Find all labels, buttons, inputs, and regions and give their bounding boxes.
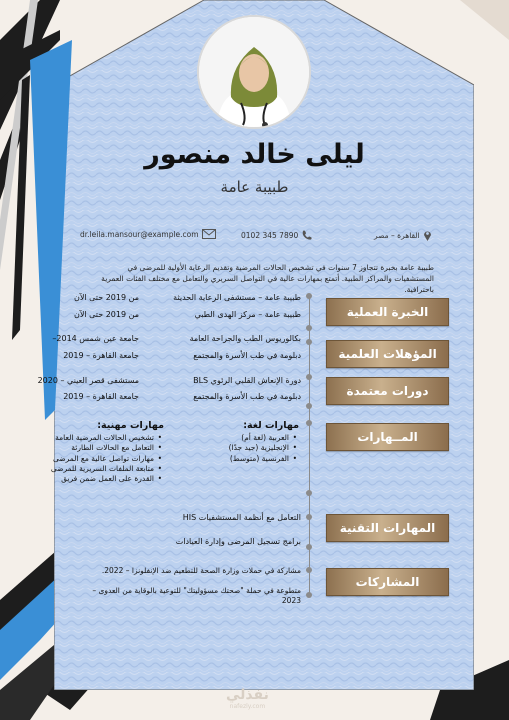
language-item: • الفرنسية (متوسط) bbox=[199, 454, 289, 464]
section-participation: المشاركات bbox=[326, 568, 449, 596]
language-item: • الإنجليزية (جيد جدًا) bbox=[199, 443, 289, 453]
phone-text[interactable]: 0102 345 7890 bbox=[241, 230, 299, 240]
participation-item: متطوعة في حملة "صحتك مسؤوليتك" للتوعية بالوقاية من العدوى – 2023 bbox=[92, 586, 301, 605]
watermark-url: nafezly.com bbox=[229, 703, 266, 710]
language-skills-title: مهارات لغة: bbox=[243, 420, 299, 431]
experience-role: طبيبة عامة – مركز الهدى الطبي bbox=[194, 310, 301, 319]
location-text: القاهرة – مصر bbox=[374, 230, 420, 240]
timeline-dot bbox=[306, 374, 312, 380]
timeline-dot bbox=[306, 490, 312, 496]
timeline-dot bbox=[306, 592, 312, 598]
candidate-name: ليلى خالد منصور bbox=[144, 139, 365, 170]
timeline-dot bbox=[306, 567, 312, 573]
education-place: جامعة القاهرة – 2019 bbox=[63, 351, 139, 360]
profile-photo bbox=[199, 17, 309, 127]
tech-skill-item: التعامل مع أنظمة المستشفيات HIS bbox=[182, 513, 301, 522]
education-degree: بكالوريوس الطب والجراحة العامة bbox=[189, 334, 301, 343]
section-tech-skills: المهارات التقنية bbox=[326, 514, 449, 542]
professional-skill-item: • تشخيص الحالات المرضية العامة bbox=[24, 433, 154, 443]
timeline-dot bbox=[306, 514, 312, 520]
watermark-logo bbox=[226, 689, 269, 713]
course-place: مستشفى قصر العيني – 2020 bbox=[37, 376, 139, 385]
course-name: دورة الإنعاش القلبي الرئوي BLS bbox=[193, 376, 301, 385]
professional-skill-item: • القدرة على العمل ضمن فريق bbox=[24, 474, 154, 484]
participation-item: مشاركة في حملات وزارة الصحة للتطعيم ضد الإنفلونزا – 2022. bbox=[101, 566, 301, 575]
experience-role: طبيبة عامة – مستشفى الرعاية الحديثة bbox=[173, 293, 301, 302]
education-degree: دبلومة في طب الأسرة والمجتمع bbox=[193, 351, 301, 360]
course-place: جامعة القاهرة – 2019 bbox=[63, 392, 139, 401]
profile-summary: طبيبة عامة بخبرة تتجاوز 7 سنوات في تشخيص الحالات المرضية وتقديم الرعاية الأولية للمرضى في المستشفيات والمراكز الطبية. أتمتع بمهارات عالية في التواصل السريري والتعامل مع مختلف الفئات العمرية باحترافية. bbox=[101, 263, 434, 294]
experience-period: من 2019 حتى الآن bbox=[73, 293, 139, 302]
section-courses: دورات معتمدة bbox=[326, 377, 449, 405]
contact-location bbox=[374, 229, 432, 241]
timeline-dot bbox=[306, 420, 312, 426]
education-place: جامعة عين شمس 2014– bbox=[52, 334, 139, 343]
language-skills bbox=[199, 420, 299, 464]
timeline-dot bbox=[306, 293, 312, 299]
timeline-dot bbox=[306, 544, 312, 550]
course-name: دبلومة في طب الأسرة والمجتمع bbox=[193, 392, 301, 401]
section-education: المؤهلات العلمية bbox=[326, 340, 449, 368]
tech-skill-item: برامج تسجيل المرضى وإدارة العيادات bbox=[175, 537, 301, 546]
professional-skill-item: • متابعة الملفات السريرية للمرضى bbox=[24, 464, 154, 474]
section-skills: المــهارات bbox=[326, 423, 449, 451]
professional-skills-title: مهارات مهنية: bbox=[97, 420, 164, 431]
phone-icon bbox=[301, 229, 313, 241]
envelope-icon bbox=[202, 229, 216, 239]
timeline-dot bbox=[306, 339, 312, 345]
contact-phone[interactable] bbox=[241, 229, 313, 241]
timeline-dot bbox=[306, 403, 312, 409]
watermark-logo-text: نفذلي bbox=[226, 687, 269, 703]
contact-email[interactable] bbox=[80, 229, 216, 239]
timeline-dot bbox=[306, 325, 312, 331]
section-experience: الخبرة العملية bbox=[326, 298, 449, 326]
professional-skill-item: • التعامل مع الحالات الطارئة bbox=[24, 443, 154, 453]
job-title: طبيبة عامة bbox=[220, 178, 289, 196]
professional-skills bbox=[24, 420, 164, 484]
doctor-avatar-icon bbox=[199, 17, 309, 127]
professional-skill-item: • مهارات تواصل عالية مع المرضى bbox=[24, 454, 154, 464]
location-pin-icon bbox=[423, 229, 432, 241]
language-item: • العربية (لغة أم) bbox=[199, 433, 289, 443]
experience-period: من 2019 حتى الآن bbox=[73, 310, 139, 319]
email-text[interactable]: dr.leila.mansour@example.com bbox=[80, 229, 199, 239]
